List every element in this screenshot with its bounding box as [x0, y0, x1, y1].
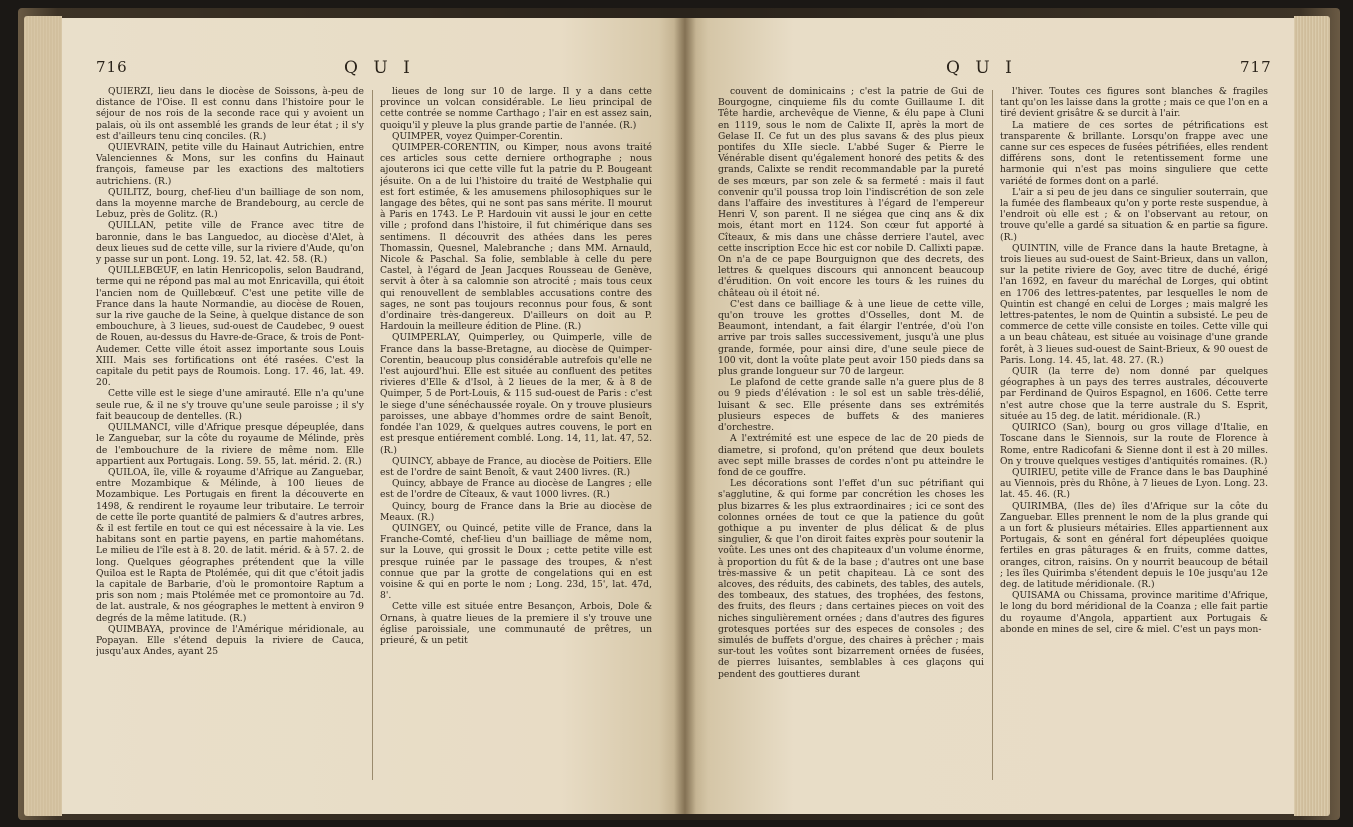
- entry-paragraph: QUIMPER, voyez Quimper-Corentin.: [392, 130, 563, 142]
- entry-paragraph: A l'extrémité est une espece de lac de 20 pieds de diametre, si profond, qu'on prétend que deux boulets avec sept mille brasses de cordes n'ont pu atteindre le fond de ce gouffre.: [718, 433, 984, 478]
- entry-paragraph: QUILLAN, petite ville de France avec titre de baronnie, dans le bas Languedoc, au diocèse d'Alet, à deux lieues sud de cette ville, sur la riviere d'Aude, qu'on y passe sur un pont. Long. 19. 52, lat. 42. 58. (R.): [96, 220, 364, 266]
- entry-paragraph: Cette ville est le siege d'une amirauté. Elle n'a qu'une seule rue, & il ne s'y trouve qu'une seule paroisse ; il s'y fait beaucoup de dentelles. (R.): [96, 388, 364, 422]
- entry-paragraph: couvent de dominicains ; c'est la patrie de Gui de Bourgogne, cinquieme fils du comte Guillaume I. dit Tête hardie, archevêque de Vienne, & élu pape à Cluni en 1119, sous le nom de Calixte II, après la mort de Gelase II. Ce fut un des plus savans & des plus pieux pontifes du XIIe siecle. L'abbé Suger & Pierre le Vénérable disent qu'également honoré des petits & des grands, Calixte se rendit recommandable par la pureté de ses mœurs, par son zele & sa fermeté : mais il faut convenir qu'il poussa trop loin l'indiscrétion de son zele dans l'affaire des investitures à l'égard de l'empereur Henri V, son parent. Il ne siégea que cinq ans & dix mois, étant mort en 1124. Son cœur fut apporté à Cîteaux, & mis dans une châsse derriere l'autel, avec cette inscription Ecce hic est cor nobile D. Callixti papæ. On n'a de ce pape Bourguignon que des decrets, des lettres & quelques discours qui annoncent beaucoup d'érudition. On voit encore les tours & les ruines du château où il étoit né.: [718, 86, 984, 299]
- left-running-head: Q U I: [344, 58, 415, 78]
- entry-paragraph: Le plafond de cette grande salle n'a guere plus de 8 ou 9 pieds d'élévation : le sol est un sable très-délié, luisant & sec. Elle présente dans ses extrémités plusieurs especes de buffets & des manieres d'orchestre.: [718, 377, 984, 434]
- right-page: [684, 18, 1294, 814]
- entry-paragraph: La matiere de ces sortes de pétrifications est transparente & brillante. Lorsqu'on frappe avec une canne sur ces especes de fusées pétrifiées, elles rendent différens sons, dont le retentissement forme une harmonie qui n'est pas moins singuliere que cette variété de formes dont on a parlé.: [1000, 119, 1268, 187]
- right-page-header: [684, 58, 1294, 84]
- entry-paragraph: L'air a si peu de jeu dans ce singulier souterrain, que la fumée des flambeaux qu'on y porte reste suspendue, à l'endroit où elle est ; & on l'observant au retour, on trouve qu'elle a gardé sa situation & en partie sa figure. (R.): [1000, 186, 1268, 243]
- left-page-column-2: [380, 86, 652, 786]
- entry-paragraph: QUILMANCI, ville d'Afrique presque dépeuplée, dans le Zanguebar, sur la côte du royaume de Mélinde, près de l'embouchure de la riviere de même nom. Elle appartient aux Portugais. Long. 59. 55, lat. mérid. 2. (R.): [96, 422, 364, 467]
- right-page-number: 717: [1240, 58, 1272, 76]
- entry-paragraph: QUINCY, abbaye de France, au diocèse de Poitiers. Elle est de l'ordre de saint Benoît, & vaut 2400 livres. (R.): [380, 455, 652, 478]
- column-rule: [992, 90, 993, 780]
- entry-paragraph: QUIERZI, lieu dans le diocèse de Soissons, à-peu de distance de l'Oise. Il est connu dans l'histoire pour le séjour de nos rois de la seconde race qui y avoient un palais, où ils ont assemblé les grands de leur état ; il s'y est d'ailleurs tenu cinq conciles. (R.): [96, 86, 364, 142]
- entry-paragraph: QUILITZ, bourg, chef-lieu d'un bailliage de son nom, dans la moyenne marche de Brandebourg, au cercle de Lebuz, près de Golitz. (R.): [96, 186, 364, 221]
- entry-paragraph: l'hiver. Toutes ces figures sont blanches & fragiles tant qu'on les laisse dans la grotte ; mais ce que l'on en a tiré devient grisâtre & se durcit à l'air.: [1000, 86, 1268, 120]
- entry-paragraph: QUIMBAYA, province de l'Amérique méridionale, au Popayan. Elle s'étend depuis la riviere de Cauca, jusqu'aux Andes, ayant 25: [96, 623, 364, 658]
- entry-paragraph: Les décorations sont l'effet d'un suc pétrifiant qui s'agglutine, & qui forme par concrétion les choses les plus bizarres & les plus extraordinaires ; ici ce sont des colonnes ornées de tout ce que la patience du goût gothique a pu inventer de plus délicat & de plus singulier, & que l'on diroit faites exprès pour soutenir la voûte. Les unes ont des chapiteaux d'un volume énorme, à proportion du fût & de la base ; d'autres ont une base très-massive & un petit chapiteau. Là ce sont des alcoves, des réduits, des cabinets, des tables, des autels, des tombeaux, des statues, des trophées, des festons, des fruits, des fleurs ; dans certaines pieces on voit des niches singulièrement ornées ; dans d'autres des figures grotesques portées sur des especes de consoles ; des simulés de buffets d'orgue, des chaires à prêcher ; mais sur-tout les voûtes sont bizarrement ornées de fusées, de pierres luisantes, semblables à ces glaçons qui pendent des gouttieres durant: [718, 478, 984, 680]
- entry-paragraph: QUIMPER-CORENTIN, ou Kimper, nous avons traité ces articles sous cette derniere orthographe ; nous ajouterons ici que cette ville fut la patrie du P. Bougeant jésuite. On a de lui l'histoire du traité de Westphalie qui est fort estimée, & les amusemens philosophiques sur le langage des bêtes, qui ne sont pas sans mérite. Il mourut à Paris en 1743. Le P. Hardouin vit aussi le jour en cette ville ; profond dans l'histoire, il fut chimérique dans ses sentimens. Il découvrit des athées dans les peres Thomassin, Quesnel, Malebranche ; dans MM. Arnauld, Nicole & Paschal. Sa folie, semblable à celle du pere Castel, à l'égard de Jean Jacques Rousseau de Genève, servit à ôter à sa calomnie son atrocité ; mais tous ceux qui renouvellent de semblables accusations contre des sages, ne sont pas toujours reconnus pour fous, & sont d'ordinaire très-dangereux. D'ailleurs on doit au P. Hardouin la meilleure édition de Pline. (R.): [380, 142, 652, 333]
- left-page: [62, 18, 684, 814]
- right-running-head: Q U I: [946, 58, 1017, 78]
- entry-paragraph: Quincy, abbaye de France au diocèse de Langres ; elle est de l'ordre de Cîteaux, & vaut 1000 livres. (R.): [380, 478, 652, 501]
- entry-paragraph: QUINGEY, ou Quincé, petite ville de France, dans la Franche-Comté, chef-lieu d'un bailliage de même nom, sur la Louve, qui grossit le Doux ; cette petite ville est presque ruinée par le passage des troupes, & n'est connue que par la grotte de congelations qui en est voisine & qui en porte le nom ; Long. 23d, 15', lat. 47d, 8'.: [380, 522, 652, 602]
- left-page-stack: [24, 16, 62, 816]
- entry-paragraph: QUIRIMBA, (Iles de) îles d'Afrique sur la côte du Zanguebar. Elles prennent le nom de la plus grande qui a un fort & plusieurs métairies. Elles appartiennent aux Portugais, & sont en général fort dépeuplées quoique fertiles en gras pâturages & en fruits, comme dattes, oranges, citron, raisins. On y nourrit beaucoup de bétail ; les îles Quirimba s'étendent depuis le 10e jusqu'au 12e deg. de latitude méridionale. (R.): [1000, 500, 1268, 590]
- entry-paragraph: QUIEVRAIN, petite ville du Hainaut Autrichien, entre Valenciennes & Mons, sur les confins du Hainaut françois, fameuse par les exactions des maltotiers autrichiens. (R.): [96, 142, 364, 187]
- entry-paragraph: QUIR (la terre de) nom donné par quelques géographes à un pays des terres australes, découverte par Ferdinand de Quiros Espagnol, en 1606. Cette terre n'est autre chose que la terre australe du S. Esprit, située au 15 deg. de latit. méridionale. (R.): [1000, 366, 1268, 422]
- entry-paragraph: QUISAMA ou Chissama, province maritime d'Afrique, le long du bord méridional de la Coanza ; elle fait partie du royaume d'Angola, appartient aux Portugais & abonde en mines de sel, cire & miel. C'est un pays mon-: [1000, 590, 1268, 635]
- entry-paragraph: QUILLEBŒUF, en latin Henricopolis, selon Baudrand, terme qui ne répond pas mal au mot Enricavilla, qui étoit l'ancien nom de Quillebœuf. C'est une petite ville de France dans la haute Normandie, au diocèse de Rouen, sur la rive gauche de la Seine, à quelque distance de son embouchure, à 3 lieues, sud-ouest de Caudebec, 9 ouest de Rouen, au-dessus du Havre-de-Grace, & trois de Pont-Audemer. Cette ville étoit assez importante sous Louis XIII. Mais ses fortifications ont été rasées. C'est la capitale du petit pays de Roumois. Long. 17. 46, lat. 49. 20.: [96, 265, 364, 389]
- left-page-column-1: [96, 86, 364, 786]
- book-gutter: [674, 18, 696, 814]
- column-rule: [372, 90, 373, 780]
- entry-paragraph: Quincy, bourg de France dans la Brie au diocèse de Meaux. (R.): [380, 500, 652, 523]
- entry-paragraph: QUIMPERLAY, Quimperley, ou Quimperle, ville de France dans la basse-Bretagne, au diocèse de Quimper-Corentin, beaucoup plus considérable autrefois qu'elle ne l'est aujourd'hui. Elle est située au confluent des petites rivieres d'Elle & d'Isol, à 2 lieues de la mer, & à 8 de Quimper, 5 de Port-Louis, & 115 sud-ouest de Paris : c'est le siege d'une sénéchaussée royale. On y trouve plusieurs paroisses, une abbaye d'hommes ordre de saint Benoît, fondée l'an 1029, & quelques autres couvens, le port en est presque entiérement comblé. Long. 14, 11, lat. 47, 52. (R.): [380, 332, 652, 456]
- right-page-column-1: [718, 86, 984, 786]
- left-page-header: [62, 58, 684, 84]
- entry-paragraph: QUINTIN, ville de France dans la haute Bretagne, à trois lieues au sud-ouest de Saint-Brieux, dans un vallon, sur la petite riviere de Goy, avec titre de duché, érigé l'an 1692, en faveur du maréchal de Lorges, qui obtint en 1706 des lettres-patentes, par lesquelles le nom de Quintin est changé en celui de Lorges ; mais malgré les lettres-patentes, le nom de Quintin a subsisté. Le peu de commerce de cette ville consiste en toiles. Cette ville qui a un beau château, est située au voisinage d'une grande forêt, à 3 lieues sud-ouest de Saint-Brieux, & 90 ouest de Paris. Long. 14. 45, lat. 48. 27. (R.): [1000, 242, 1268, 366]
- entry-paragraph: lieues de long sur 10 de large. Il y a dans cette province un volcan considérable. Le lieu principal de cette contrée se nomme Carthago ; l'air en est assez sain, quoiqu'il y pleuve la plus grande partie de l'année. (R.): [380, 86, 652, 131]
- right-page-column-2: [1000, 86, 1268, 786]
- entry-paragraph: QUILOA, île, ville & royaume d'Afrique au Zanguebar, entre Mozambique & Mélinde, à 100 lieues de Mozambique. Les Portugais en firent la découverte en 1498, & rendirent le royaume leur tributaire. Le terroir de cette île porte quantité de palmiers & d'autres arbres, & il est fertile en tout ce qui est nécessaire à la vie. Les habitans sont en partie payens, en partie mahométans. Le milieu de l'île est à 8. 20. de latit. mérid. & à 57. 2. de long. Quelques géographes prétendent que la ville Quiloa est le Rapta de Ptolémée, qui dit que c'étoit jadis la capitale de Barbarie, d'où le promontoire Raptum a pris son nom ; mais Ptolémée met ce promontoire au 7d. de lat. australe, & nos géographes le mettent à environ 9 degrés de la même latitude. (R.): [96, 466, 364, 624]
- entry-paragraph: C'est dans ce bailliage & à une lieue de cette ville, qu'on trouve les grottes d'Osselles, dont M. de Beaumont, intendant, a fait élargir l'entrée, d'où l'on arrive par trois salles successivement, jusqu'à une plus grande, formée, pour ainsi dire, d'une seule piece de 100 vit, dont la voûte plate peut avoir 150 pieds dans sa plus grande longueur sur 70 de largeur.: [718, 298, 984, 378]
- entry-paragraph: QUIRIEU, petite ville de France dans le bas Dauphiné au Viennois, près du Rhône, à 7 lieues de Lyon. Long. 23. lat. 45. 46. (R.): [1000, 466, 1268, 501]
- entry-paragraph: Cette ville est située entre Besançon, Arbois, Dole & Ornans, à quatre lieues de la premiere il s'y trouve une église paroissiale, une communauté de prêtres, un prieuré, & un petit: [380, 601, 652, 646]
- right-page-stack: [1294, 16, 1330, 816]
- entry-paragraph: QUIRICO (San), bourg ou gros village d'Italie, en Toscane dans le Siennois, sur la route de Florence à Rome, entre Radicofani & Sienne dont il est à 20 milles. On y trouve quelques vestiges d'antiquités romaines. (R.): [1000, 422, 1268, 467]
- left-page-number: 716: [96, 58, 128, 76]
